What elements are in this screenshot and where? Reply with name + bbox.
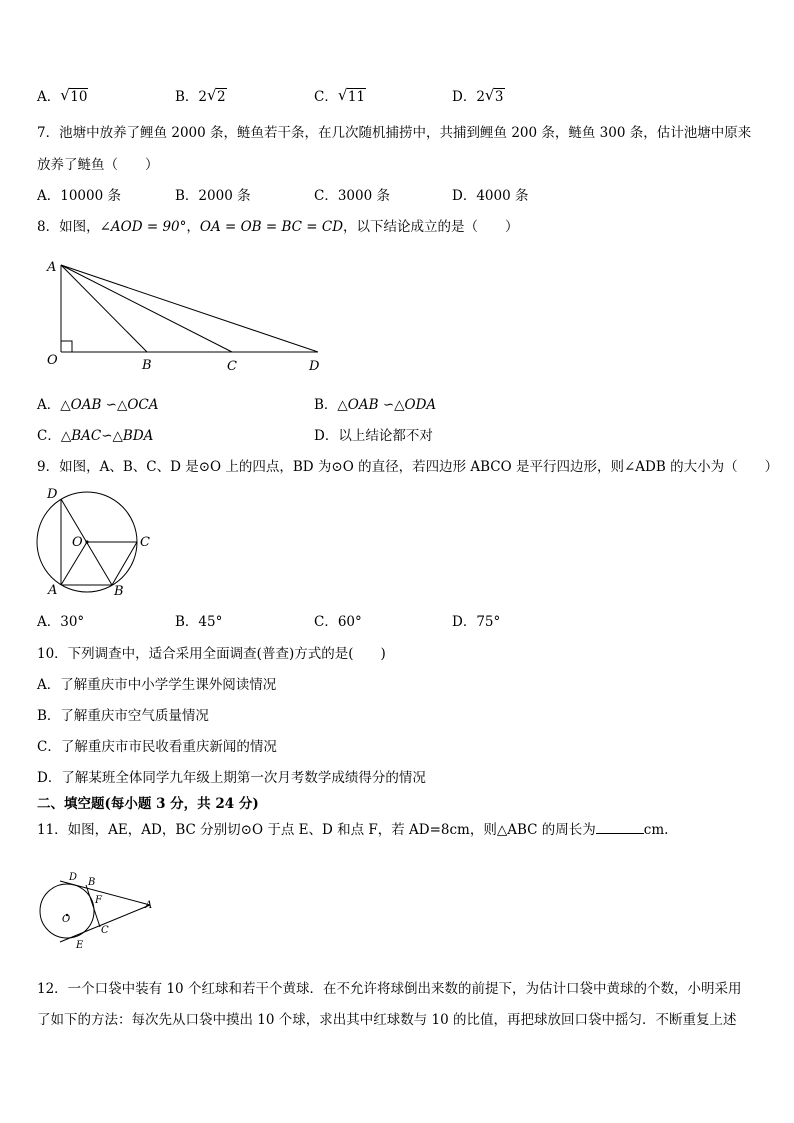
q10-stem: 10．下列调查中，适合采用全面调查(普查)方式的是( ) — [37, 646, 386, 662]
label-o: O — [72, 535, 83, 550]
q10-option-a: A．了解重庆市中小学学生课外阅读情况 — [37, 677, 277, 693]
q6-option-b: B．2 √ 2 — [175, 86, 226, 105]
q10-option-c: C．了解重庆市市民收看重庆新闻的情况 — [37, 739, 277, 755]
label-b: B — [88, 877, 96, 888]
tangent-ad — [60, 881, 150, 905]
q9-option-b: B．45° — [175, 614, 223, 630]
q8-option-a: A．△OAB ∽△OCA — [37, 397, 159, 413]
label-f: F — [95, 895, 102, 906]
circle-o — [40, 884, 94, 938]
label-b: B — [142, 358, 152, 373]
q6-option-d: D．2 √ 3 — [452, 86, 504, 105]
q12-stem-line1: 12．一个口袋中装有 10 个红球和若干个黄球．在不允许将球倒出来数的前提下，为估计口袋中黄球的个数，小明采用 — [37, 981, 742, 997]
q6-option-c: C． √ 11 — [314, 86, 366, 105]
q11-stem: 11．如图，AE，AD，BC 分别切⊙O 于点 E、D 和点 F，若 AD=8cm，则△ABC 的周长为 cm. — [37, 822, 669, 838]
label-a: A — [47, 260, 57, 275]
q7-stem-line1: 7．池塘中放养了鲤鱼 2000 条，鲢鱼若干条，在几次随机捕捞中，共捕到鲤鱼 200 条，鲢鱼 300 条，估计池塘中原来 — [37, 125, 752, 141]
label-o: O — [47, 353, 58, 368]
q8-option-c: C．△BAC∽△BDA — [37, 428, 154, 444]
q8-option-b: B．△OAB ∽△ODA — [314, 397, 437, 413]
label-e: E — [76, 940, 84, 951]
q6-option-a: A． √ 10 — [37, 86, 88, 105]
q9-option-d: D．75° — [452, 614, 501, 630]
q9-option-c: C．60° — [314, 614, 362, 630]
sqrt-symbol: √ 10 — [60, 86, 88, 105]
q10-option-d: D．了解某班全体同学九年级上期第一次月考数学成绩得分的情况 — [37, 770, 426, 786]
label-d: D — [47, 487, 58, 502]
q7-option-d: D．4000 条 — [452, 188, 529, 204]
sqrt-symbol: √ 3 — [484, 86, 504, 105]
label-b: B — [114, 584, 124, 599]
q7-stem-line2: 放养了鲢鱼（ ） — [37, 157, 159, 173]
section-heading: 二、填空题(每小题 3 分，共 24 分) — [37, 796, 259, 812]
sqrt-symbol: √ 11 — [337, 86, 366, 105]
q7-option-a: A．10000 条 — [37, 188, 121, 204]
label-a: A — [48, 583, 58, 598]
label-o: O — [62, 914, 71, 925]
q8-option-d: D．以上结论都不对 — [314, 428, 433, 444]
label-c: C — [101, 925, 109, 936]
sqrt-symbol: √ 2 — [207, 86, 226, 105]
q9-option-a: A．30° — [37, 614, 85, 630]
q7-option-c: C．3000 条 — [314, 188, 390, 204]
q12-stem-line2: 了如下的方法：每次先从口袋中摸出 10 个球，求出其中红球数与 10 的比值，再把球放回口袋中摇匀．不断重复上述 — [37, 1012, 737, 1028]
q10-option-b: B．了解重庆市空气质量情况 — [37, 708, 209, 724]
label-a: A — [145, 900, 153, 911]
q7-option-b: B．2000 条 — [175, 188, 251, 204]
tangent-ae — [60, 905, 150, 942]
label-c: C — [227, 359, 237, 374]
q9-stem: 9．如图，A、B、C、D 是⊙O 上的四点，BD 为⊙O 的直径，若四边形 ABCO 是平行四边形，则∠ADB 的大小为（ ） — [37, 459, 779, 475]
label-c: C — [140, 535, 150, 550]
label-d: D — [309, 359, 320, 374]
label-d: D — [69, 872, 78, 883]
q8-stem: 8．如图，∠AOD = 90°，OA = OB = BC = CD，以下结论成立的是（ ） — [37, 219, 519, 235]
